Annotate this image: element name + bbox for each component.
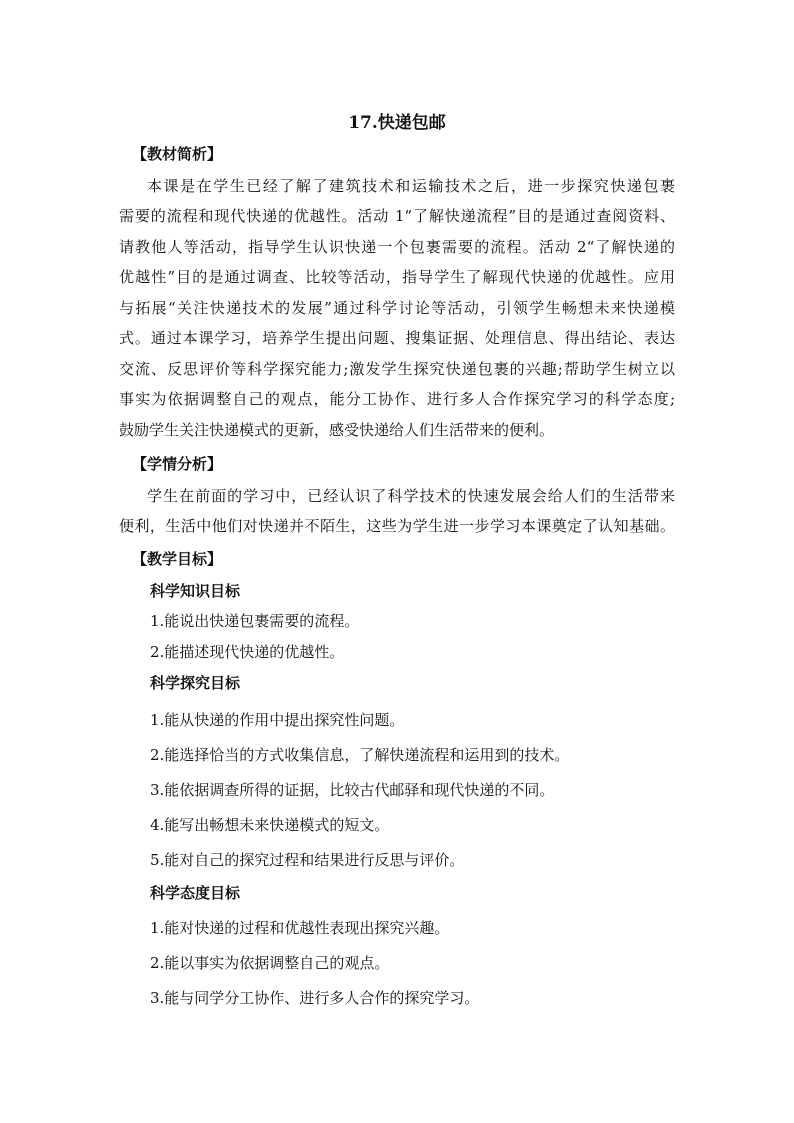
- list-item: 2.能选择恰当的方式收集信息，了解快递流程和运用到的技术。: [150, 746, 570, 764]
- list-item: 5.能对自己的探究过程和结果进行反思与评价。: [150, 851, 465, 869]
- subheading-inquiry-goals: 科学探究目标: [150, 674, 241, 692]
- paragraph-line: 学生在前面的学习中，已经认识了科学技术的快速发展会给人们的生活带来: [147, 487, 675, 505]
- paragraph-line: 优越性”目的是通过调查、比较等活动，指导学生了解现代快递的优越性。应用: [119, 268, 675, 286]
- list-item: 1.能从快递的作用中提出探究性问题。: [150, 711, 405, 729]
- subheading-knowledge-goals: 科学知识目标: [150, 582, 241, 600]
- paragraph-line: 请教他人等活动，指导学生认识快递一个包裹需要的流程。活动 2“了解快递的: [119, 238, 675, 256]
- paragraph-line: 便利，生活中他们对快递并不陌生，这些为学生进一步学习本课奠定了认知基础。: [119, 517, 675, 535]
- paragraph-line: 交流、反思评价等科学探究能力;激发学生探究快递包裹的兴趣;帮助学生树立以: [119, 360, 675, 378]
- list-item: 3.能依据调查所得的证据，比较古代邮驿和现代快递的不同。: [150, 781, 555, 799]
- paragraph-line: 本课是在学生已经了解了建筑技术和运输技术之后，进一步探究快递包裹: [147, 177, 675, 195]
- paragraph-line: 鼓励学生关注快递模式的更新，感受快递给人们生活带来的便利。: [119, 421, 555, 439]
- paragraph-line: 与拓展“关注快递技术的发展”通过科学讨论等活动，引领学生畅想未来快递模: [119, 299, 675, 317]
- list-item: 2.能描述现代快递的优越性。: [150, 643, 345, 661]
- section-heading-teaching-goals: 【教学目标】: [132, 550, 223, 568]
- subheading-attitude-goals: 科学态度目标: [150, 884, 241, 902]
- section-heading-student-analysis: 【学情分析】: [132, 455, 223, 473]
- list-item: 4.能写出畅想未来快递模式的短文。: [150, 816, 390, 834]
- document-title: 17.快递包邮: [348, 113, 446, 133]
- paragraph-line: 式。通过本课学习，培养学生提出问题、搜集证据、处理信息、得出结论、表达: [119, 329, 675, 347]
- section-heading-textbook-analysis: 【教材简析】: [132, 145, 223, 163]
- list-item: 1.能说出快递包裹需要的流程。: [150, 612, 360, 630]
- list-item: 3.能与同学分工协作、进行多人合作的探究学习。: [150, 989, 480, 1007]
- paragraph-line: 需要的流程和现代快递的优越性。活动 1“了解快递流程”目的是通过查阅资料、: [119, 207, 675, 225]
- list-item: 1.能对快递的过程和优越性表现出探究兴趣。: [150, 919, 450, 937]
- paragraph-line: 事实为依据调整自己的观点，能分工协作、进行多人合作探究学习的科学态度;: [119, 390, 675, 408]
- list-item: 2.能以事实为依据调整自己的观点。: [150, 954, 390, 972]
